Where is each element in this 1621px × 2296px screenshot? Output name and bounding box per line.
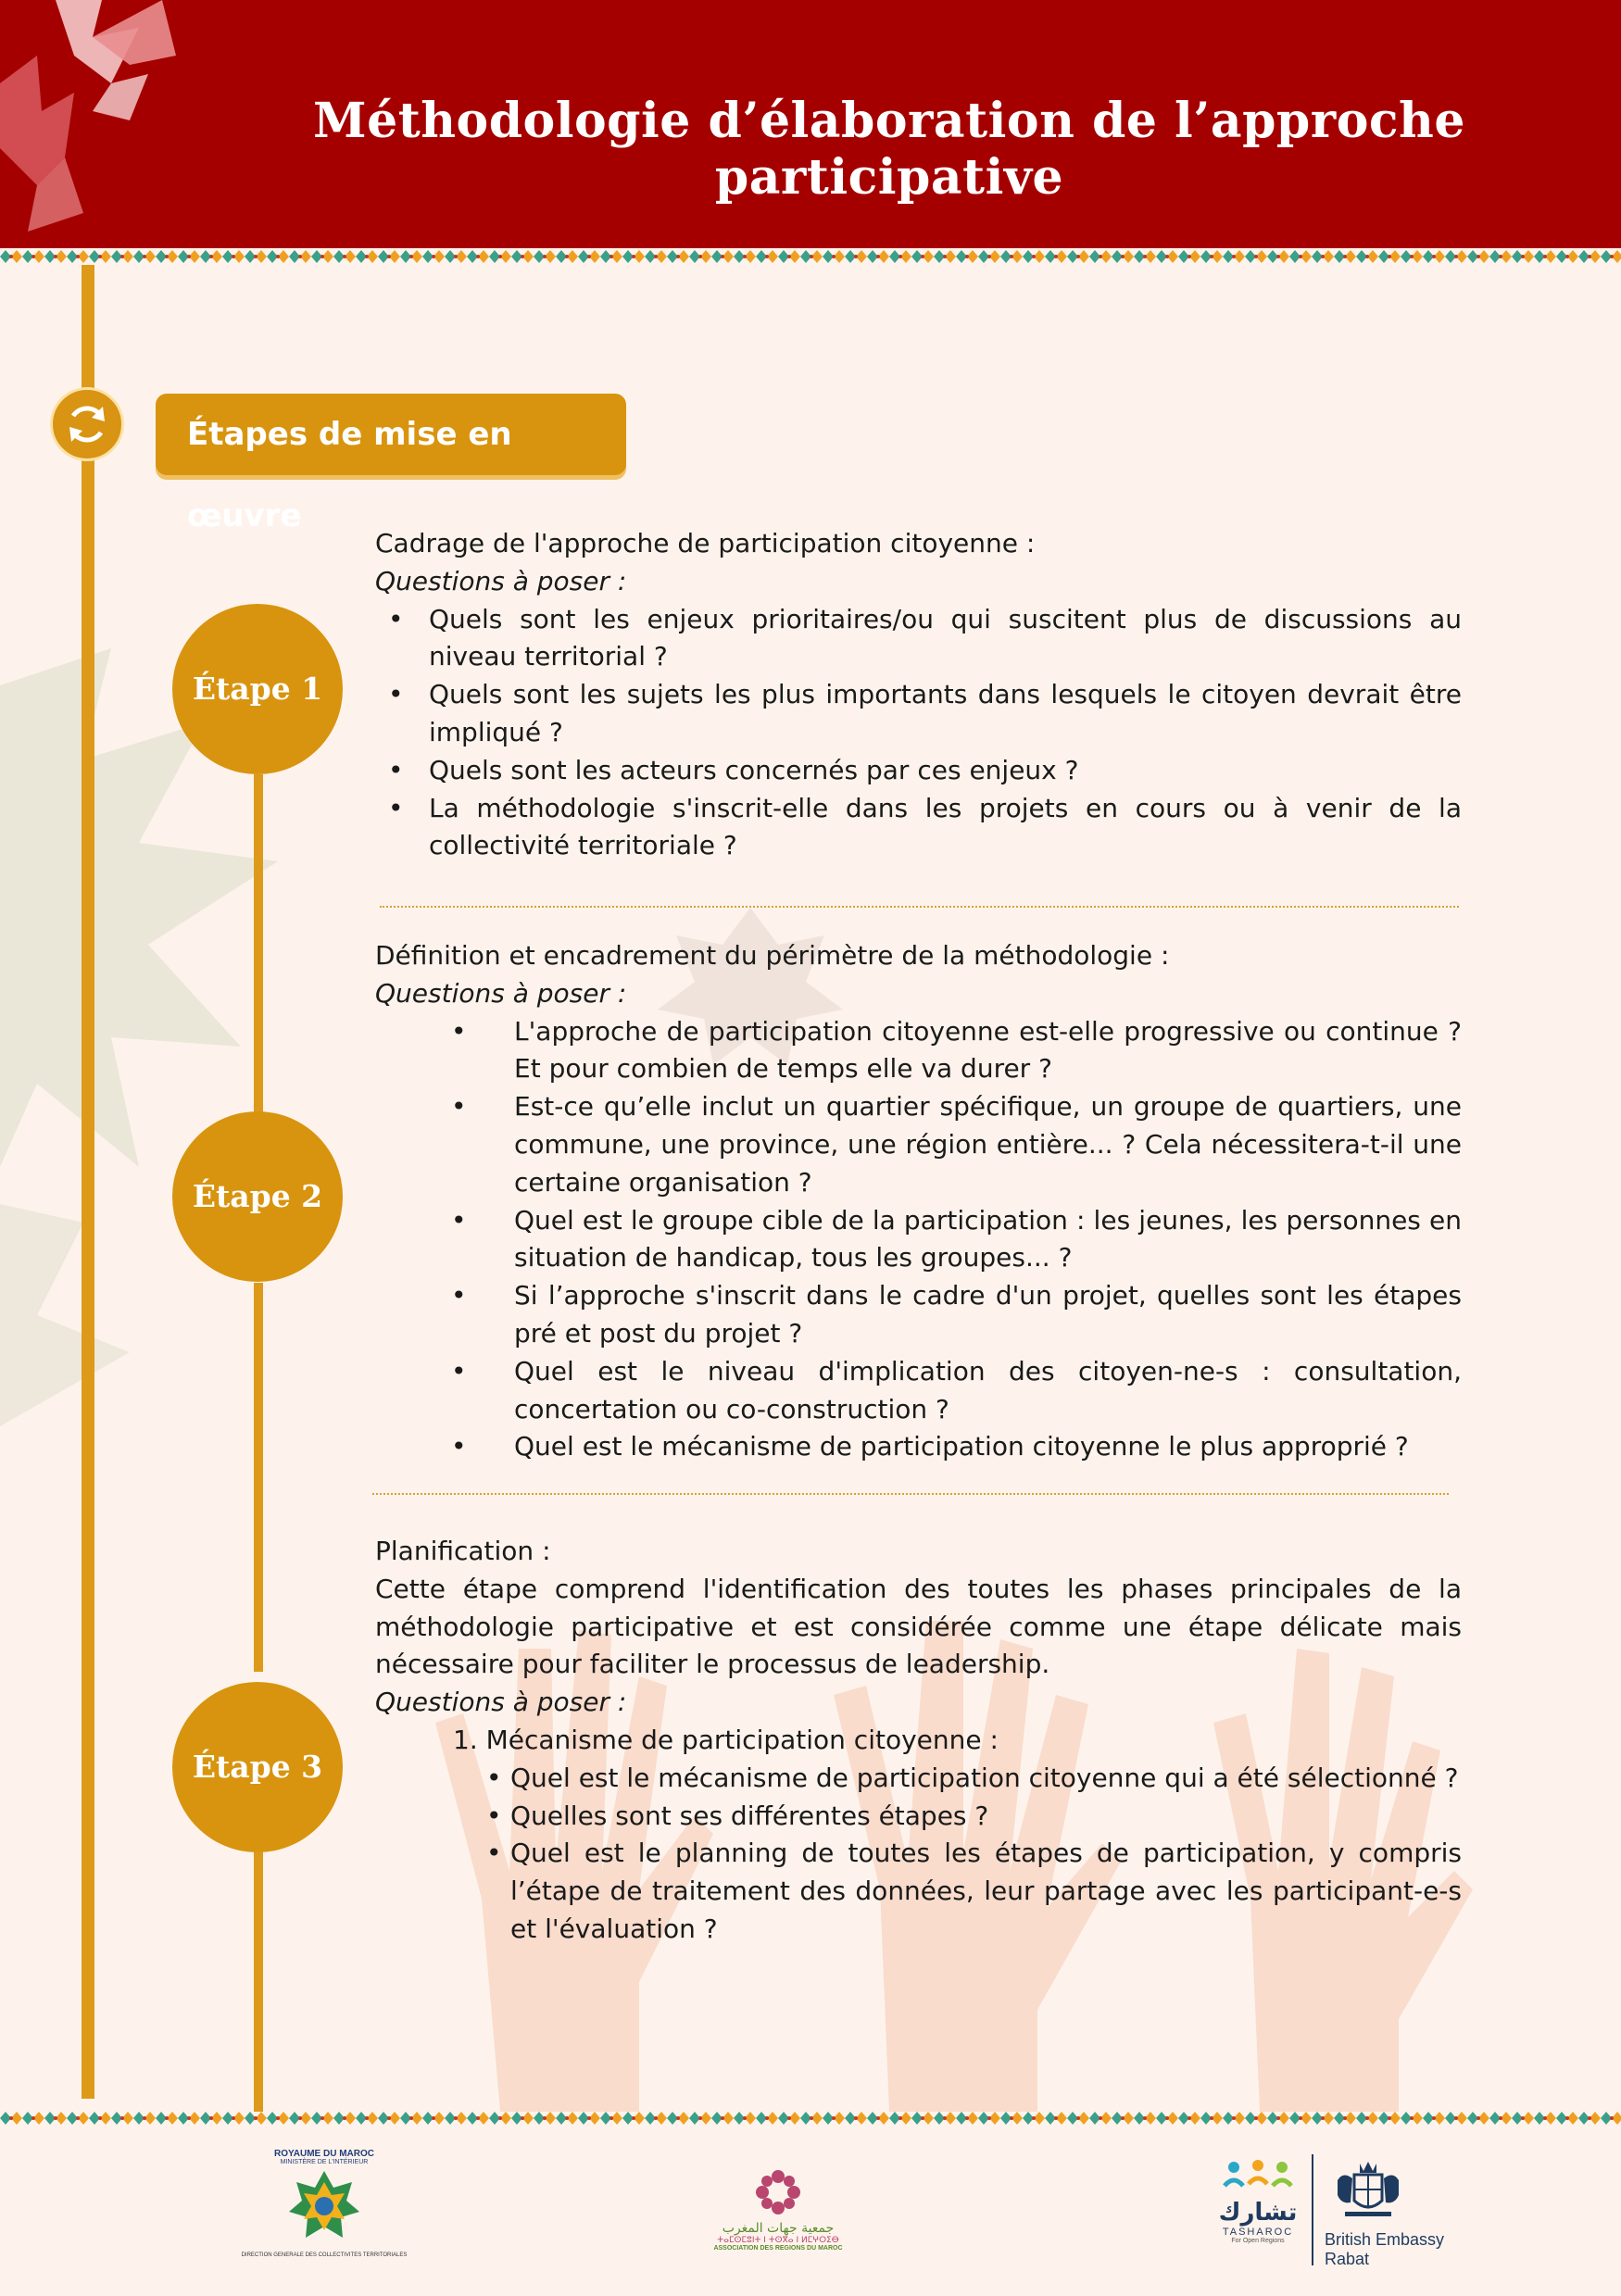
step-3-question-list bbox=[375, 1760, 1462, 1949]
footer-logos bbox=[0, 2139, 1621, 2288]
list-item: • Quelles sont ses différentes étapes ? bbox=[375, 1798, 1462, 1836]
tasharoc-latin-name: TASHAROC bbox=[1222, 2227, 1294, 2238]
list-item: • Quel est le mécanisme de participation citoyenne qui a été sélectionné ? bbox=[375, 1760, 1462, 1798]
list-item: • Quels sont les acteurs concernés par ces enjeux ? bbox=[375, 752, 1462, 790]
step-3-questions-label: Questions à poser : bbox=[375, 1687, 627, 1718]
step-2-question-list bbox=[375, 1013, 1462, 1467]
step-1-content bbox=[375, 525, 1462, 865]
decorative-border-bottom bbox=[0, 2110, 1621, 2127]
royal-coat-of-arms-icon bbox=[1326, 2158, 1410, 2223]
timeline-line bbox=[82, 265, 94, 2099]
step-2-intro: Définition et encadrement du périmètre de la méthodologie : bbox=[375, 940, 1170, 971]
list-item: • Quel est le niveau d'implication des citoyen-ne-s : consultation, concertation ou co-construction ? bbox=[375, 1353, 1462, 1429]
step-3-badge: Étape 3 bbox=[172, 1682, 343, 1852]
refresh-icon-badge bbox=[50, 387, 124, 461]
ministry-subtitle: MINISTÈRE DE L'INTÉRIEUR bbox=[280, 2159, 369, 2165]
list-item: • Quels sont les sujets les plus importants dans lesquels le citoyen devrait être impliqué ? bbox=[375, 676, 1462, 752]
ministry-name: ROYAUME DU MAROC bbox=[274, 2149, 374, 2159]
timeline-connector-3-end bbox=[254, 1843, 263, 2112]
list-item: • Est-ce qu’elle inclut un quartier spécifique, un groupe de quartiers, une commune, une province, une région entière... ? Cela nécessitera-t-il une certaine organisation ? bbox=[375, 1088, 1462, 1201]
list-item: • Si l’approche s'inscrit dans le cadre d'un projet, quelles sont les étapes pré et post du projet ? bbox=[375, 1277, 1462, 1353]
flower-emblem-icon bbox=[753, 2167, 803, 2217]
step-1-badge: Étape 1 bbox=[172, 604, 343, 774]
step-3-intro: Planification : bbox=[375, 1536, 551, 1566]
timeline-connector-2-3 bbox=[254, 1283, 263, 1672]
step-2-content bbox=[375, 937, 1462, 1466]
association-french-name: ASSOCIATION DES REGIONS DU MAROC bbox=[713, 2245, 843, 2252]
step-3-numbered-item: 1. Mécanisme de participation citoyenne : bbox=[453, 1724, 999, 1755]
step-3-description: Cette étape comprend l'identification des toutes les phases principales de la méthodologie participative et est considérée comme une étape délicate mais nécessaire pour faciliter le processus de leadership. bbox=[375, 1573, 1462, 1680]
refresh-icon bbox=[53, 390, 121, 458]
step-1-questions-label: Questions à poser : bbox=[375, 565, 627, 596]
association-arabic-name: جمعية جهات المغرب bbox=[722, 2221, 835, 2236]
association-regions-logo bbox=[704, 2167, 852, 2288]
ministry-department: DIRECTION GENERALE DES COLLECTIVITES TERRITORIALES bbox=[241, 2252, 408, 2258]
ministry-logo bbox=[222, 2149, 426, 2288]
step-1-intro: Cadrage de l'approche de participation citoyenne : bbox=[375, 528, 1036, 558]
divider bbox=[380, 906, 1459, 908]
embassy-name: British Embassy bbox=[1325, 2230, 1445, 2249]
list-item: • La méthodologie s'inscrit-elle dans les projets en cours ou à venir de la collectivité territoriale ? bbox=[375, 790, 1462, 866]
page-title: Méthodologie d’élaboration de l’approche participative bbox=[313, 93, 1465, 206]
tasharoc-tagline: For Open Regions bbox=[1231, 2238, 1285, 2244]
step-3-content bbox=[375, 1533, 1462, 1949]
list-item: • Quel est le mécanisme de participation citoyenne le plus approprié ? bbox=[375, 1428, 1462, 1466]
tasharoc-logo bbox=[1212, 2158, 1304, 2288]
divider bbox=[372, 1493, 1449, 1495]
step-1-question-list bbox=[375, 601, 1462, 866]
ministry-emblem-icon bbox=[287, 2169, 361, 2243]
decorative-border-top bbox=[0, 248, 1621, 265]
list-item: • L'approche de participation citoyenne est-elle progressive ou continue ? Et pour combien de temps elle va durer ? bbox=[375, 1013, 1462, 1089]
section-title: Étapes de mise en œuvre bbox=[156, 394, 626, 475]
logo-divider bbox=[1312, 2154, 1313, 2265]
people-icon bbox=[1221, 2158, 1295, 2195]
background-star-watermark bbox=[0, 648, 371, 1482]
list-item: • Quel est le planning de toutes les étapes de participation, y compris l’étape de traitement des données, leur partage avec les participant-e-s et l'évaluation ? bbox=[375, 1835, 1462, 1948]
list-item: • Quel est le groupe cible de la participation : les jeunes, les personnes en situation de handicap, tous les groupes... ? bbox=[375, 1202, 1462, 1278]
timeline-connector-1-2 bbox=[254, 774, 263, 1112]
list-item: • Quels sont les enjeux prioritaires/ou qui suscitent plus de discussions au niveau territorial ? bbox=[375, 601, 1462, 677]
association-tifinagh-name: ⵜⴰⵎⵙⵎⵓⵏⵜ ⵏ ⵜⵙⴳⴰ ⵏ ⵍⵎⵖⵔⵉⴱ bbox=[717, 2236, 839, 2245]
tasharoc-arabic-name: تشارك bbox=[1218, 2199, 1298, 2227]
step-2-badge: Étape 2 bbox=[172, 1111, 343, 1282]
step-2-questions-label: Questions à poser : bbox=[375, 977, 627, 1009]
british-embassy-logo bbox=[1325, 2158, 1473, 2288]
embassy-city: Rabat bbox=[1325, 2250, 1370, 2268]
